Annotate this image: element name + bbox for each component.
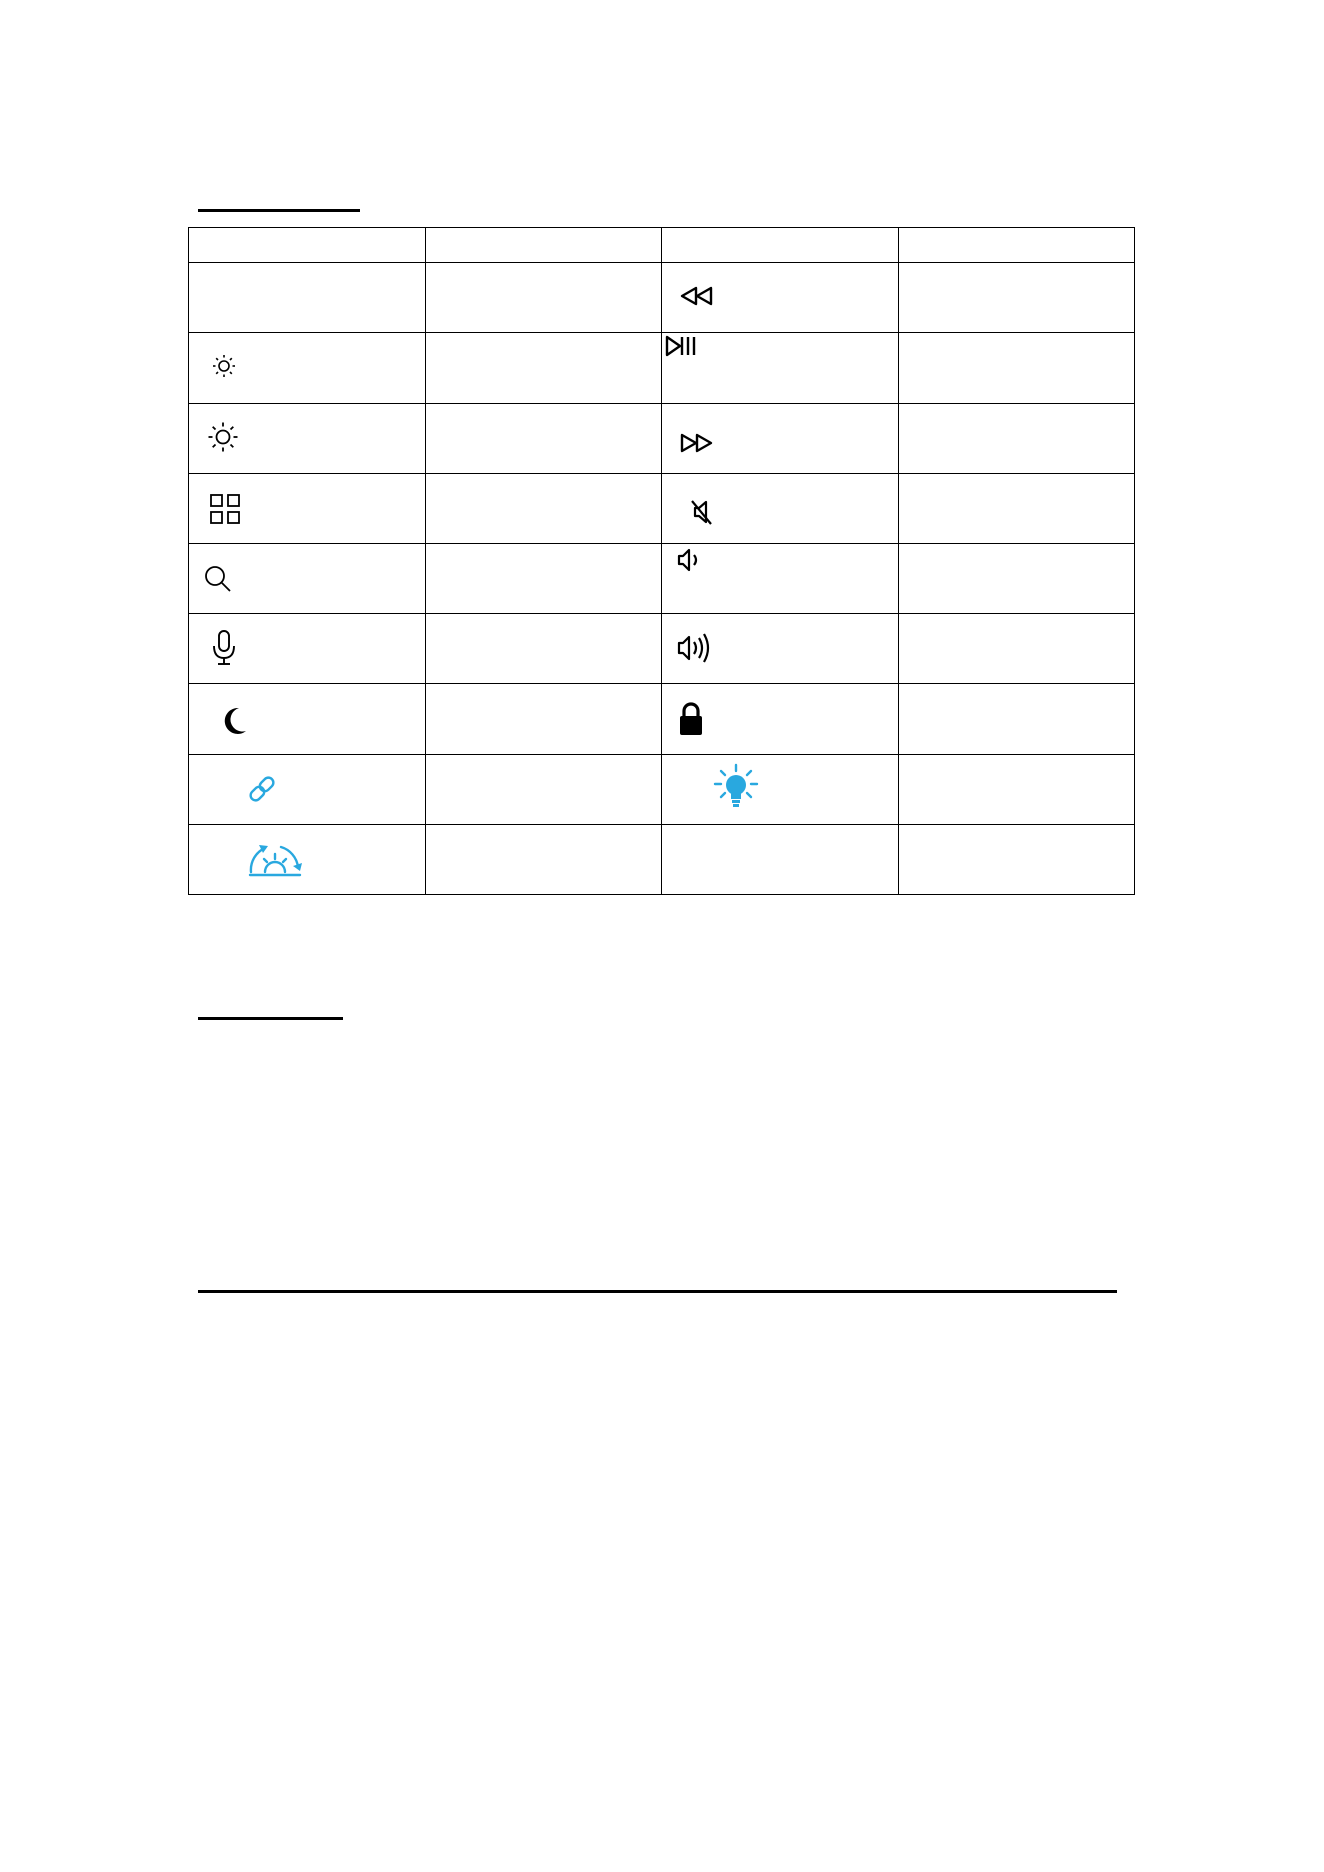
key-description-cell (425, 333, 662, 403)
key-icon-cell (662, 824, 899, 894)
moon-icon (224, 706, 248, 736)
key-icon-cell (189, 333, 426, 403)
key-description-cell (425, 684, 662, 754)
key-icon-cell (189, 473, 426, 543)
search-icon (202, 563, 234, 595)
table-row (189, 824, 1135, 894)
light-mode-cycle-icon (245, 839, 305, 877)
volume-up-icon (676, 631, 718, 665)
key-description-cell (425, 263, 662, 333)
section-heading-1 (198, 209, 360, 212)
header-cell (662, 228, 899, 263)
microphone-icon (211, 629, 237, 667)
key-description-cell (898, 333, 1135, 403)
key-description-cell (425, 754, 662, 824)
horizontal-divider (198, 1290, 1117, 1293)
key-icon-cell (189, 263, 426, 333)
table-header-row (189, 228, 1135, 263)
table-row (189, 754, 1135, 824)
key-icon-cell (662, 403, 899, 473)
key-icon-cell (662, 614, 899, 684)
table-row (189, 543, 1135, 613)
play-pause-icon (664, 335, 698, 357)
key-description-cell (898, 754, 1135, 824)
key-description-cell (898, 263, 1135, 333)
key-description-cell (425, 824, 662, 894)
function-key-table (188, 227, 1135, 895)
mute-icon (689, 497, 715, 527)
rewind-icon (680, 285, 714, 307)
fast-forward-icon (679, 432, 715, 454)
volume-down-icon (676, 546, 706, 574)
key-description-cell (898, 543, 1135, 613)
app-grid-icon (209, 493, 241, 525)
key-description-cell (898, 473, 1135, 543)
key-icon-cell (189, 684, 426, 754)
key-description-cell (898, 684, 1135, 754)
table-row (189, 614, 1135, 684)
table-row (189, 473, 1135, 543)
key-icon-cell (662, 473, 899, 543)
key-icon-cell (189, 824, 426, 894)
key-icon-cell (662, 684, 899, 754)
key-icon-cell (189, 403, 426, 473)
brightness-up-icon (207, 421, 239, 453)
key-icon-cell (662, 543, 899, 613)
link-icon (245, 772, 279, 806)
key-description-cell (425, 473, 662, 543)
key-icon-cell (662, 263, 899, 333)
header-cell (189, 228, 426, 263)
key-description-cell (898, 403, 1135, 473)
key-description-cell (425, 614, 662, 684)
lightbulb-icon (712, 763, 760, 811)
brightness-down-icon (211, 353, 237, 379)
table-row (189, 263, 1135, 333)
key-description-cell (425, 403, 662, 473)
key-icon-cell (189, 543, 426, 613)
section-heading-2 (198, 1017, 343, 1020)
header-cell (425, 228, 662, 263)
table-row (189, 403, 1135, 473)
table-row (189, 333, 1135, 403)
key-icon-cell (662, 333, 899, 403)
key-icon-cell (662, 754, 899, 824)
key-description-cell (898, 614, 1135, 684)
key-description-cell (898, 824, 1135, 894)
key-icon-cell (189, 614, 426, 684)
table-row (189, 684, 1135, 754)
lock-icon (678, 701, 704, 737)
key-icon-cell (189, 754, 426, 824)
header-cell (898, 228, 1135, 263)
key-description-cell (425, 543, 662, 613)
